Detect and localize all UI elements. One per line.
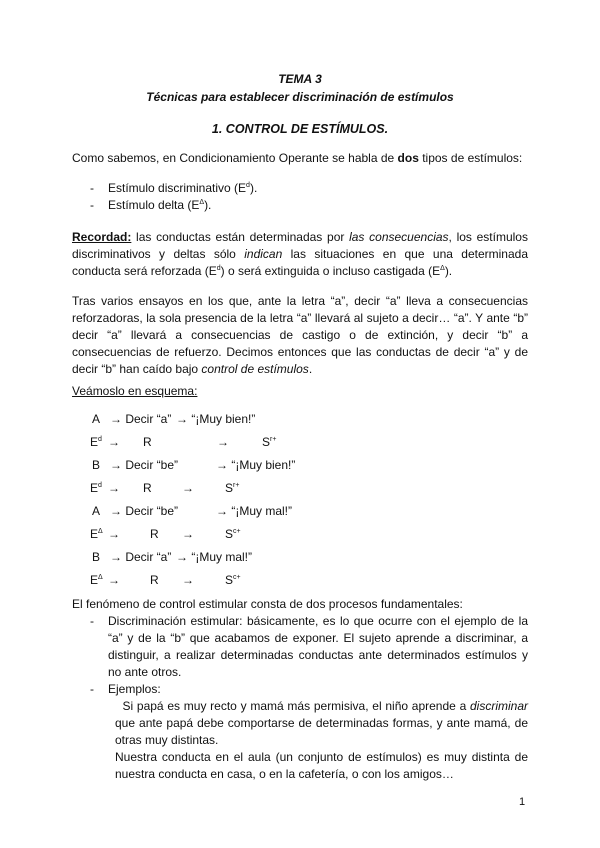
text: que ante papá debe comportarse de determinadas formas, y ante mamá, de otras muy distintas. (115, 699, 532, 747)
text: ) o será extinguida o incluso castigada (E (220, 264, 441, 278)
text: ). (444, 264, 453, 278)
cell: A (92, 504, 101, 518)
cell: E (90, 481, 99, 495)
sup: Δ (440, 265, 445, 272)
text: . (308, 362, 313, 376)
bullet-dash: - (90, 614, 94, 628)
doc-theme: TEMA 3 (278, 72, 322, 86)
italic-text: indican (244, 247, 283, 261)
section-heading: 1. CONTROL DE ESTÍMULOS. (211, 122, 389, 136)
italic-text: las consecuencias (349, 230, 449, 244)
recordad-label: Recordad: (72, 230, 132, 244)
page-number: 1 (519, 796, 526, 808)
arrow: → (182, 481, 194, 495)
text: Tras varios ensayos en los que, ante la letra “a”, decir “a” lleva a consecuencias reforzadoras, la sola presencia de la letra “a” llevará al sujeto a decir… “a”. Y ante “b” decir “a” llevará a consecuencias de castigo o de extinción, y decir “b” a consecuencias de refuerzo. Decimos entonces que las conductas de decir “a” y de decir “b” han caído bajo (72, 294, 528, 376)
cell: S (225, 527, 234, 541)
text: las conductas están determinadas por (131, 230, 350, 244)
schema-row (72, 479, 528, 502)
schema-row (72, 525, 528, 548)
sup: Δ (199, 199, 205, 206)
list-item (72, 197, 528, 214)
text: ). (204, 198, 212, 212)
arrow: → (108, 435, 120, 449)
list-item (72, 613, 528, 681)
schema-row (72, 502, 528, 525)
cell: → Decir “be” (110, 458, 179, 472)
cell: E (90, 435, 99, 449)
sup: d (98, 436, 102, 443)
cell: A (92, 412, 101, 426)
list-item-text: Discriminación estimular: básicamente, es lo que ocurre con el ejemplo de la “a” y de la “b” que acabamos de exponer. El sujeto aprende a discriminar, a distinguir, a realizar determinadas conductas ante determinados estímulos y no ante otros. (108, 614, 528, 679)
example-2: Nuestra conducta en el aula (un conjunto de estímulos) es muy distinta de nuestra conducta en casa, o en la cafetería, o con los amigos… (115, 750, 528, 781)
bullet-dash: - (90, 198, 94, 212)
sup: r+ (270, 436, 277, 443)
text: Si papá es muy recto y mamá más permisiva, el niño aprende a (115, 699, 470, 713)
text: Estímulo delta (E (108, 198, 200, 212)
sup: Δ (98, 528, 103, 535)
arrow: → (182, 527, 194, 541)
cell: R (150, 573, 159, 587)
recordad-paragraph (72, 229, 528, 280)
bullet-dash: - (90, 682, 94, 696)
sup: d (98, 482, 102, 489)
schema-row (72, 410, 528, 433)
arrow: → (108, 527, 120, 541)
schema (72, 410, 528, 594)
sup: Δ (98, 574, 103, 581)
cell: S (225, 573, 234, 587)
cell: E (90, 573, 99, 587)
arrow: → (108, 481, 120, 495)
doc-subtitle: Técnicas para establecer discriminación de estímulos (146, 90, 454, 104)
schema-title: Veámoslo en esquema: (72, 384, 198, 398)
italic-text: control de estímulos (201, 362, 309, 376)
cell: B (92, 458, 101, 472)
schema-row (72, 433, 528, 456)
tras-paragraph (72, 293, 528, 378)
cell: E (90, 527, 99, 541)
text: , los estímulos discriminativos y deltas sólo (72, 230, 528, 261)
cell: S (262, 435, 271, 449)
intro-paragraph (72, 150, 528, 167)
italic-text: discriminar (469, 699, 528, 713)
schema-row (72, 548, 528, 571)
bullet-dash: - (90, 181, 94, 195)
text: las situaciones en que una determinada conducta será reforzada (E (72, 247, 528, 278)
text: tipos de estímulos: (418, 151, 523, 165)
cell: → Decir “a” (110, 412, 172, 426)
cell: → “¡Muy mal!” (216, 504, 292, 518)
cell: → “¡Muy mal!” (176, 550, 252, 564)
text: Estímulo discriminativo (E (108, 181, 247, 195)
cell: → Decir “a” (110, 550, 172, 564)
list-item (72, 681, 528, 698)
sup: r+ (233, 482, 240, 489)
fenomeno-intro: El fenómeno de control estimular consta de dos procesos fundamentales: (72, 597, 463, 611)
cell: S (225, 481, 234, 495)
arrow: → (182, 573, 194, 587)
bold-text: dos (397, 151, 419, 165)
sup: d (216, 265, 221, 272)
cell: → “¡Muy bien!” (176, 412, 256, 426)
schema-row (72, 456, 528, 479)
stimulus-types-list (72, 180, 528, 214)
sup: c+ (233, 528, 241, 535)
list-item (72, 180, 528, 197)
cell: B (92, 550, 101, 564)
cell: → Decir “be” (110, 504, 179, 518)
cell: R (143, 435, 152, 449)
text: ). (249, 181, 258, 195)
arrow: → (108, 573, 120, 587)
sup: c+ (233, 574, 241, 581)
example-1 (115, 698, 532, 749)
cell: R (143, 481, 152, 495)
cell: → “¡Muy bien!” (216, 458, 296, 472)
arrow: → (217, 435, 229, 449)
text: Como sabemos, en Condicionamiento Operante se habla de (72, 151, 398, 165)
schema-row (72, 571, 528, 594)
sup: d (246, 182, 250, 189)
cell: R (150, 527, 159, 541)
list-item-text: Ejemplos: (108, 682, 161, 696)
